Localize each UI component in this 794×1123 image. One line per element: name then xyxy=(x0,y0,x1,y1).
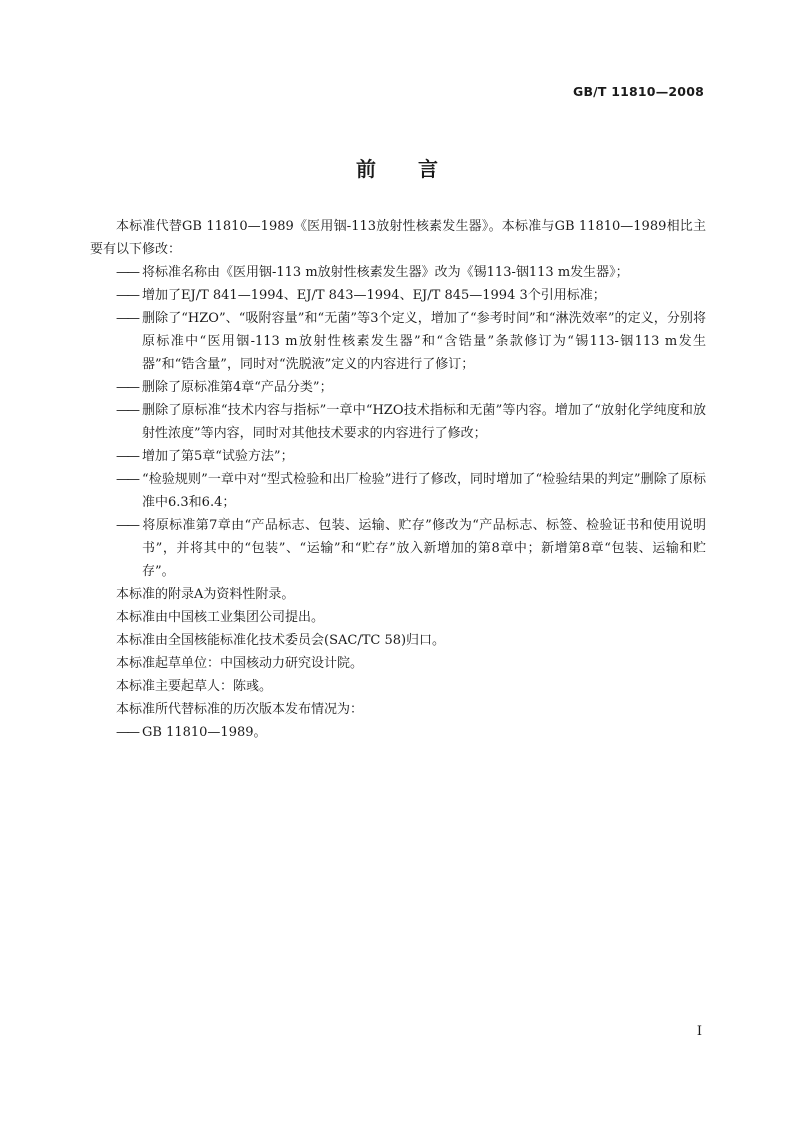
list-item xyxy=(90,376,706,399)
dash-marker: —— xyxy=(116,449,138,464)
dash-marker: —— xyxy=(116,311,138,326)
note-drafter: 本标准主要起草人：陈彧。 xyxy=(116,679,273,694)
list-item-text: 将标准名称由《医用铟-113 m放射性核素发生器》改为《锡113-铟113 m发生器》； xyxy=(142,265,629,280)
page-number: I xyxy=(696,1024,702,1039)
list-item-text: 删除了原标准第4章“产品分类”； xyxy=(142,380,333,395)
note-history-intro: 本标准所代替标准的历次版本发布情况为： xyxy=(116,702,364,717)
changes-list xyxy=(90,261,706,583)
note-annex: 本标准的附录A为资料性附录。 xyxy=(116,587,295,602)
list-item-text: 删除了原标准“技术内容与指标”一章中“HZO技术指标和无菌”等内容。增加了“放射化学纯度和放射性浓度”等内容，同时对其他技术要求的内容进行了修改； xyxy=(142,403,706,441)
list-item xyxy=(90,284,706,307)
note-committee: 本标准由全国核能标准化技术委员会(SAC/TC 58)归口。 xyxy=(116,633,446,648)
dash-marker: —— xyxy=(116,518,138,533)
list-item xyxy=(90,399,706,445)
list-item-text: 将原标准第7章由“产品标志、包装、运输、贮存”修改为“产品标志、标签、检验证书和使用说明书”，并将其中的“包装”、“运输”和“贮存”放入新增加的第8章中；新增第8章“包装、运输和贮存”。 xyxy=(142,518,706,579)
dash-marker: —— xyxy=(116,472,138,487)
dash-marker: —— xyxy=(116,380,138,395)
document-body xyxy=(90,215,706,744)
dash-marker: —— xyxy=(116,725,138,740)
list-item xyxy=(90,468,706,514)
list-item xyxy=(90,261,706,284)
intro-paragraph: 本标准代替GB 11810—1989《医用铟-113放射性核素发生器》。本标准与GB 11810—1989相比主要有以下修改： xyxy=(90,219,706,257)
list-item xyxy=(90,445,706,468)
note-proposer: 本标准由中国核工业集团公司提出。 xyxy=(116,610,325,625)
list-item xyxy=(90,307,706,376)
list-item-text: “检验规则”一章中对“型式检验和出厂检验”进行了修改，同时增加了“检验结果的判定”删除了原标准中6.3和6.4； xyxy=(142,472,706,510)
list-item xyxy=(90,514,706,583)
history-item xyxy=(90,721,706,744)
standard-number: GB/T 11810—2008 xyxy=(572,84,704,99)
list-item-text: 增加了EJ/T 841—1994、EJ/T 843—1994、EJ/T 845—1994 3个引用标准； xyxy=(142,288,606,303)
page-title: 前言 xyxy=(356,157,480,181)
dash-marker: —— xyxy=(116,288,138,303)
note-drafting-unit: 本标准起草单位：中国核动力研究设计院。 xyxy=(116,656,364,671)
dash-marker: —— xyxy=(116,403,138,418)
list-item-text: 删除了“HZO”、“吸附容量”和“无菌”等3个定义，增加了“参考时间”和“淋洗效率”的定义，分别将原标准中“医用铟-113 m放射性核素发生器”和“含锆量”条款修订为“锡113-铟113 m发生器”和“锆含量”，同时对“洗脱液”定义的内容进行了修订； xyxy=(142,311,706,372)
history-item-text: GB 11810—1989。 xyxy=(142,725,267,740)
dash-marker: —— xyxy=(116,265,138,280)
list-item-text: 增加了第5章“试验方法”； xyxy=(142,449,294,464)
